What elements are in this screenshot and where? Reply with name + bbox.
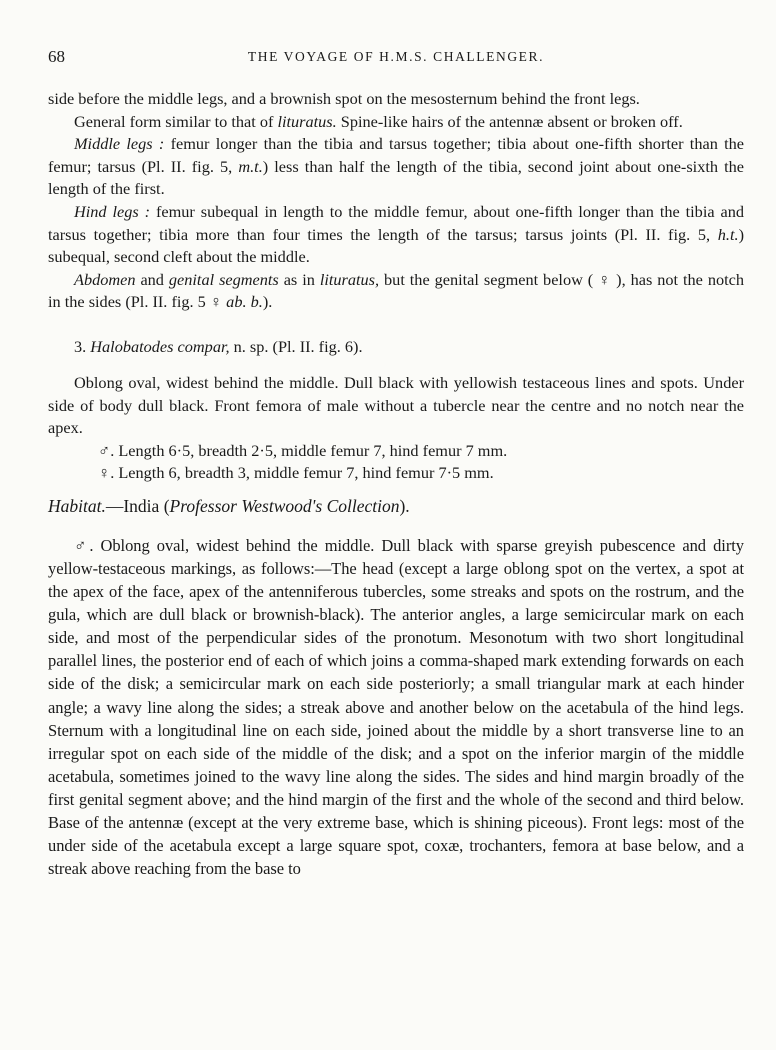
running-title: THE VOYAGE OF H.M.S. CHALLENGER. [247, 49, 545, 64]
species-name: lituratus, [319, 269, 380, 289]
species-name: Halobatodes compar, [90, 336, 230, 356]
figure-label: ab. b. [226, 292, 263, 312]
text-run: and [135, 269, 169, 289]
page-header [48, 47, 744, 69]
paragraph-description: Oblong oval, widest behind the middle. Dull black with yellowish testaceous lines and spots. Under side of body dull black. Front femora of male without a tubercle near the centre and no notch near the apex. [48, 372, 744, 438]
figure-label: h.t. [717, 224, 739, 244]
measurement-female: ♀. Length 6, breadth 3, middle femur 7, hind femur 7·5 mm. [98, 463, 494, 483]
habitat-line [48, 495, 744, 518]
text-run: ). [262, 292, 273, 312]
species-name: lituratus. [277, 111, 337, 131]
section-label: Abdomen [74, 269, 136, 289]
habitat-label: Habitat. [48, 495, 106, 516]
male-description-block [48, 534, 744, 880]
text-run: General form similar to that of [74, 111, 278, 131]
text-run: Spine-like hairs of the antennæ absent or broken off. [336, 111, 683, 131]
spacer [48, 358, 744, 372]
text-run: ) less than half the length of the tibia, second joint about one-sixth the length of the first. [48, 156, 745, 199]
page-number: 68 [48, 47, 65, 66]
text-run: femur longer than the tibia and tarsus together; tibia about one-fifth shorter than the femur; tarsus (Pl. II. fig. 5, [48, 134, 745, 176]
section-label: genital segments [168, 269, 279, 289]
text-run: —India ( [105, 495, 170, 516]
text-run: n. sp. (Pl. II. fig. 6). [229, 336, 363, 356]
measurement-male: ♂. Length 6·5, breadth 2·5, middle femur 7, hind femur 7 mm. [98, 440, 508, 460]
section-label: Middle legs : [74, 134, 165, 154]
paragraph-middle-legs [48, 133, 744, 201]
section-label: Hind legs : [74, 201, 151, 221]
text-run: femur subequal in length to the middle femur, about one-fifth longer than the tibia and tarsus together; tibia more than four times the length of the tarsus; tarsus joints (Pl. II. fig. 5, [48, 201, 744, 244]
spacer [48, 485, 744, 495]
paragraph-male-description: ♂. Oblong oval, widest behind the middle. Dull black with sparse greyish pubescence and dirty yellow-testaceous markings, as follows:—The head (except a large oblong spot on the vertex, a spot at the apex of the face, apex of the antenniferous tubercles, some streaks and spots on the rostrum, and the gula, which are dull black or brownish-black). The anterior angles, a large semicircular mark on each side, and most of the perpendicular sides of the pronotum. Mesonotum with two short longitudinal parallel lines, the posterior end of each of which joins a comma-shaped mark extending forwards on each side of the disk; a semicircular mark on each side posteriorly; a small triangular mark at each hinder angle; a wavy line along the sides; a streak above and another below on the acetabula of the hind legs. Sternum with a longitudinal line on each side, joined about the middle by a short transverse line to an irregular spot on each side of the middle of the disk; and a spot on the inferior margin of the middle acetabula, sometimes joined to the wavy line along the sides. The sides and hind margin broadly of the first genital segment above; and the hind margin of the first and the whole of the second and third below. Base of the antennæ (except at the very extreme base, which is shining piceous). Front legs: most of the under side of the acetabula except a large square spot, coxæ, trochanters, femora at base below, and a streak above reaching from the base to [48, 535, 744, 879]
text-run: as in [278, 269, 320, 289]
text-run: ) subequal, second cleft about the middle. [48, 224, 744, 267]
figure-label: m.t. [238, 156, 263, 176]
paragraph-continuation: side before the middle legs, and a brownish spot on the mesosternum behind the front legs. [48, 89, 640, 108]
spacer [48, 518, 744, 534]
paragraph-hind-legs [48, 201, 744, 269]
paragraph-general-form [48, 111, 744, 134]
collection-name: Professor Westwood's Collection [169, 495, 400, 516]
page-body [48, 88, 744, 880]
spacer [48, 314, 744, 336]
text-run: ). [399, 495, 410, 516]
species-number: 3. [74, 336, 91, 356]
text-run: but the genital segment below ( ♀ ), has not the notch in the sides (Pl. II. fig. 5 ♀ [48, 269, 745, 312]
paragraph-abdomen [48, 269, 744, 314]
species-heading [48, 336, 744, 358]
